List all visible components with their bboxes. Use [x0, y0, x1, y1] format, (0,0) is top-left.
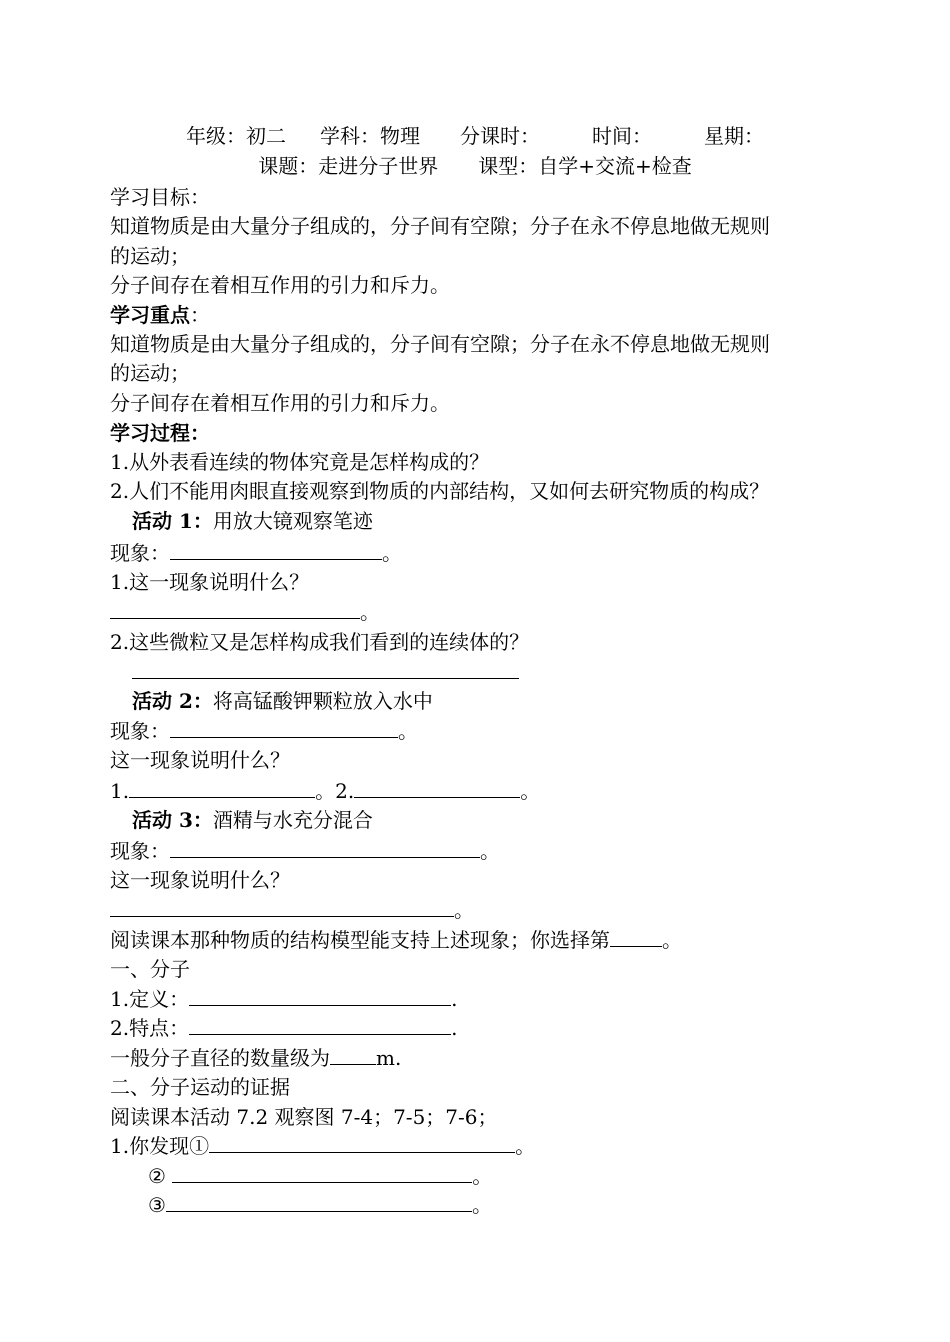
activity-1-answer-2-blank[interactable] [132, 678, 519, 679]
punctuation: . [451, 987, 458, 1011]
activity-1-answer-1-blank[interactable] [110, 598, 360, 619]
activity-3-phenomenon-blank[interactable] [170, 837, 480, 858]
discovery-3-label: ③ [148, 1193, 166, 1217]
molecule-feature [110, 1013, 457, 1043]
discovery-3-blank[interactable] [166, 1191, 472, 1212]
activity-3-phenomenon [110, 836, 500, 866]
activity-2-answer-2-blank[interactable] [354, 777, 520, 798]
focus-line-1: 知道物质是由大量分子组成的，分子间有空隙；分子在永不停息地做无规则 [110, 332, 770, 356]
activity-1-phenomenon-blank[interactable] [170, 539, 382, 560]
definition-label: 1.定义： [110, 987, 190, 1011]
discovery-1 [110, 1131, 535, 1161]
weekday-label: 星期： [704, 124, 764, 148]
activity-3-title [132, 805, 373, 835]
diameter-unit: m. [376, 1046, 402, 1070]
activity-2-text: 将高锰酸钾颗粒放入水中 [212, 689, 433, 713]
section-2-reading: 阅读课本活动 7.2 观察图 7-4；7-5；7-6； [110, 1105, 498, 1129]
discovery-2-blank[interactable] [172, 1162, 472, 1183]
focus-heading [110, 300, 210, 330]
process-question-2: 2.人们不能用肉眼直接观察到物质的内部结构，又如何去研究物质的构成？ [110, 479, 770, 503]
model-choice-blank[interactable] [610, 926, 662, 947]
topic-label: 课题：走进分子世界 [258, 154, 439, 178]
activity-3-phenomenon-label: 现象： [110, 839, 170, 863]
header-topic [0, 151, 950, 181]
activity-3-text: 酒精与水充分混合 [212, 808, 373, 832]
activity-1-text: 用放大镜观察笔迹 [212, 509, 373, 533]
focus-line-2: 的运动； [110, 361, 190, 385]
activity-2-phenomenon [110, 716, 418, 746]
focus-line-3: 分子间存在着相互作用的引力和斥力。 [110, 391, 450, 415]
activity-1-title [132, 506, 373, 536]
subject-label: 学科：物理 [320, 124, 420, 148]
molecule-diameter [110, 1043, 401, 1073]
activity-2-phenomenon-blank[interactable] [170, 717, 398, 738]
section-2-title: 二、分子运动的证据 [110, 1075, 290, 1099]
goals-line-1: 知道物质是由大量分子组成的，分子间有空隙；分子在永不停息地做无规则 [110, 214, 770, 238]
activity-1-question-2: 2.这些微粒又是怎样构成我们看到的连续体的？ [110, 630, 530, 654]
section-1-title: 一、分子 [110, 957, 190, 981]
feature-label: 2.特点： [110, 1016, 190, 1040]
activity-3-label: 活动 3： [132, 808, 213, 832]
punctuation: 。 [471, 1193, 492, 1217]
activity-2-phenomenon-label: 现象： [110, 719, 170, 743]
discovery-3 [148, 1190, 492, 1220]
model-choice [110, 925, 682, 955]
grade-label: 年级：初二 [186, 124, 286, 148]
discovery-1-blank[interactable] [209, 1132, 515, 1153]
activity-1-phenomenon [110, 538, 402, 568]
process-heading: 学习过程： [110, 421, 210, 445]
punctuation: 。 [520, 779, 541, 803]
activity-1-phenomenon-label: 现象： [110, 541, 170, 565]
goals-line-2: 的运动； [110, 244, 190, 268]
punctuation: 。 [454, 898, 474, 922]
punctuation: . [451, 1016, 458, 1040]
type-label: 课型：自学+交流+检查 [478, 154, 692, 178]
activity-3-answer [110, 895, 474, 925]
activity-2-title [132, 686, 433, 716]
punctuation: 。 [662, 928, 682, 952]
activity-3-question: 这一现象说明什么？ [110, 868, 290, 892]
punctuation: 。 [398, 719, 418, 743]
model-choice-text: 阅读课本那种物质的结构模型能支持上述现象；你选择第 [110, 928, 610, 952]
process-question-1: 1.从外表看连续的物体究竟是怎样构成的？ [110, 450, 490, 474]
lesson-label: 分课时： [460, 124, 540, 148]
diameter-text: 一般分子直径的数量级为 [110, 1046, 330, 1070]
activity-2-answers [110, 776, 540, 806]
punctuation: 。 [382, 541, 402, 565]
discovery-2-label: ② [148, 1164, 173, 1188]
discovery-2 [148, 1161, 492, 1191]
answer-number-1: 1. [110, 779, 130, 803]
time-label: 时间： [592, 124, 652, 148]
feature-blank[interactable] [189, 1014, 451, 1035]
activity-3-answer-blank[interactable] [110, 896, 454, 917]
focus-heading-colon: ： [190, 303, 210, 327]
punctuation: 。 [360, 600, 380, 624]
diameter-blank[interactable] [330, 1044, 376, 1065]
punctuation: 。 [480, 839, 500, 863]
goals-heading: 学习目标： [110, 185, 210, 209]
punctuation: 。 [515, 1134, 536, 1158]
activity-1-label: 活动 1： [132, 509, 213, 533]
activity-2-label: 活动 2： [132, 689, 213, 713]
molecule-definition [110, 984, 457, 1014]
activity-1-question-1: 1.这一现象说明什么？ [110, 570, 310, 594]
header-info [0, 121, 950, 151]
activity-1-answer-1 [110, 597, 380, 627]
definition-blank[interactable] [189, 985, 451, 1006]
focus-heading-text: 学习重点 [110, 303, 190, 327]
activity-2-question: 这一现象说明什么？ [110, 748, 290, 772]
goals-line-3: 分子间存在着相互作用的引力和斥力。 [110, 273, 450, 297]
discovery-1-label: 1.你发现① [110, 1134, 210, 1158]
punctuation: 。 [472, 1164, 493, 1188]
answer-number-2: 。2. [315, 779, 355, 803]
activity-2-answer-1-blank[interactable] [129, 777, 315, 798]
